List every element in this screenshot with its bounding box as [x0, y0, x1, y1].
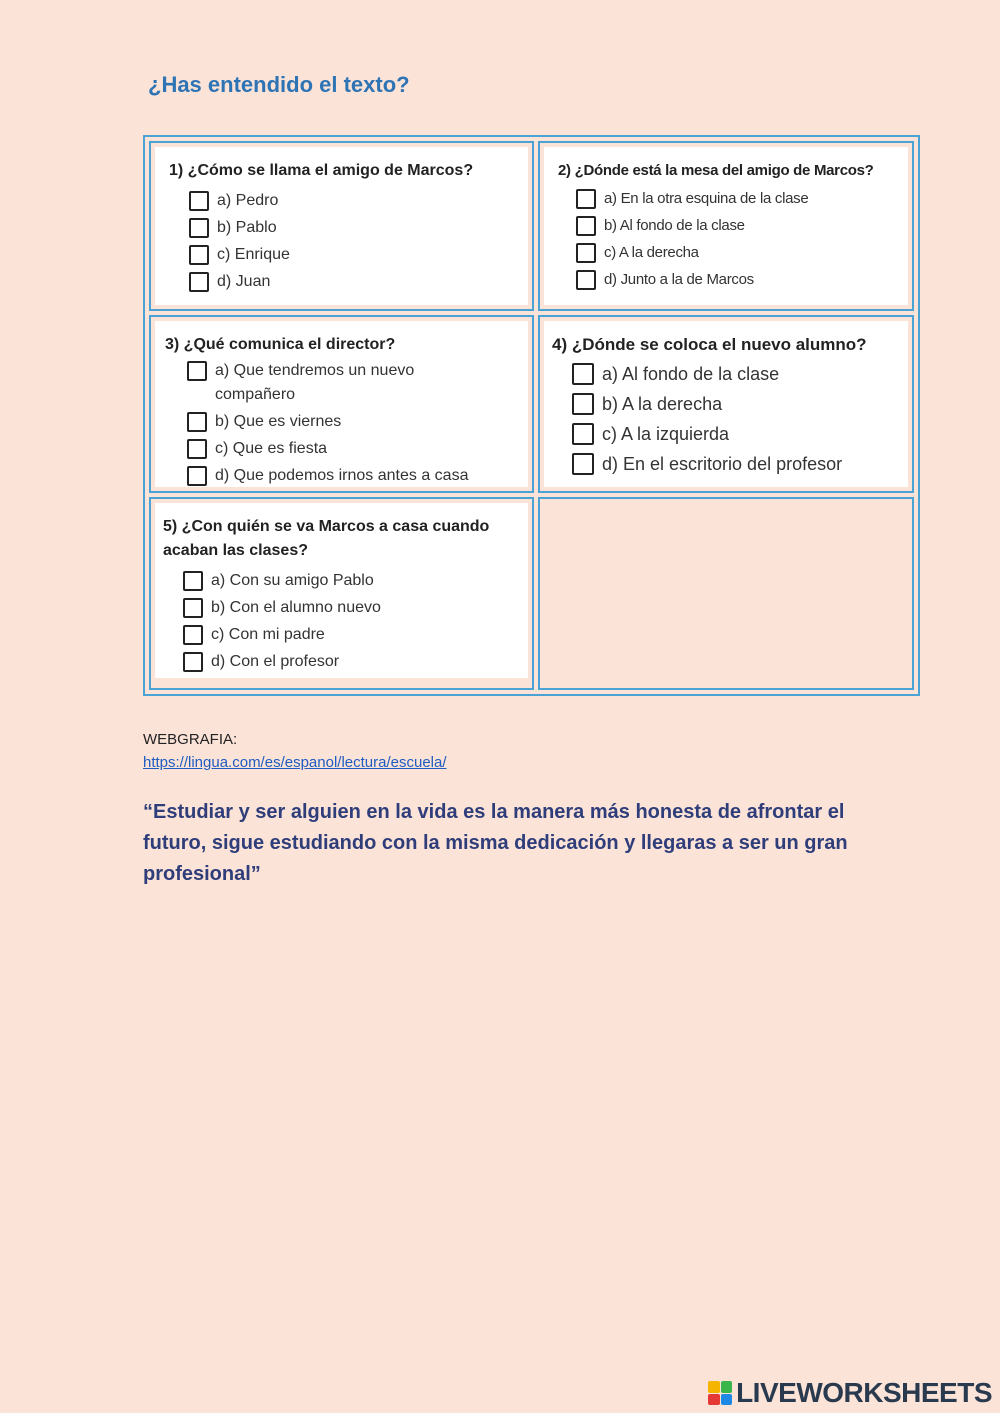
checkbox[interactable]: [576, 270, 596, 290]
brand-name: LIVEWORKSHEETS: [736, 1377, 992, 1408]
question-2-option-a[interactable]: a) En la otra esquina de la clase: [576, 187, 900, 211]
quiz-grid: [143, 135, 920, 696]
logo-square-yellow: [708, 1381, 720, 1393]
question-2-option-b[interactable]: b) Al fondo de la clase: [576, 214, 900, 238]
webgrafia-label: WEBGRAFIA:: [143, 731, 238, 748]
checkbox[interactable]: [572, 363, 594, 385]
question-4-option-b[interactable]: b) A la derecha: [572, 391, 900, 417]
checkbox[interactable]: [187, 361, 207, 381]
question-2-text: 2) ¿Dónde está la mesa del amigo de Marcos?: [558, 162, 874, 179]
liveworksheets-logo-icon: [708, 1381, 732, 1405]
liveworksheets-brand[interactable]: [708, 1377, 992, 1409]
checkbox[interactable]: [576, 189, 596, 209]
question-4-text: 4) ¿Dónde se coloca el nuevo alumno?: [552, 335, 867, 354]
checkbox[interactable]: [576, 243, 596, 263]
checkbox[interactable]: [187, 466, 207, 486]
question-5-option-d[interactable]: d) Con el profesor: [183, 650, 520, 674]
checkbox[interactable]: [183, 571, 203, 591]
checkbox[interactable]: [187, 412, 207, 432]
question-1-option-c[interactable]: c) Enrique: [189, 243, 520, 267]
question-2-option-c[interactable]: c) A la derecha: [576, 241, 900, 265]
question-5-text: 5) ¿Con quién se va Marcos a casa cuando acaban las clases?: [163, 518, 490, 559]
question-card-5: [149, 497, 534, 690]
checkbox[interactable]: [187, 439, 207, 459]
question-5-option-c[interactable]: c) Con mi padre: [183, 623, 520, 647]
question-4-option-d[interactable]: d) En el escritorio del profesor: [572, 451, 900, 477]
motivational-quote: “Estudiar y ser alguien en la vida es la manera más honesta de afrontar el futuro, sigue estudiando con la misma dedicación y llegaras a ser un gran profesional”: [143, 801, 848, 885]
question-card-3: [149, 315, 534, 493]
question-4-option-a[interactable]: a) Al fondo de la clase: [572, 361, 900, 387]
checkbox[interactable]: [189, 272, 209, 292]
question-card-2: [538, 141, 914, 311]
logo-square-red: [708, 1394, 720, 1406]
question-card-4: [538, 315, 914, 493]
question-3-option-b[interactable]: b) Que es viernes: [187, 410, 516, 434]
question-1-text: 1) ¿Cómo se llama el amigo de Marcos?: [169, 162, 474, 179]
question-4-option-c[interactable]: c) A la izquierda: [572, 421, 900, 447]
empty-cell: [538, 497, 914, 690]
checkbox[interactable]: [572, 393, 594, 415]
page-title: ¿Has entendido el texto?: [148, 72, 410, 97]
checkbox[interactable]: [183, 598, 203, 618]
logo-square-blue: [721, 1394, 733, 1406]
webgrafia-link[interactable]: https://lingua.com/es/espanol/lectura/escuela/: [143, 754, 447, 771]
checkbox[interactable]: [576, 216, 596, 236]
checkbox[interactable]: [189, 218, 209, 238]
question-card-1: [149, 141, 534, 311]
checkbox[interactable]: [183, 652, 203, 672]
question-5-option-b[interactable]: b) Con el alumno nuevo: [183, 596, 520, 620]
checkbox[interactable]: [183, 625, 203, 645]
question-2-option-d[interactable]: d) Junto a la de Marcos: [576, 268, 900, 292]
checkbox[interactable]: [189, 245, 209, 265]
question-3-text: 3) ¿Qué comunica el director?: [165, 336, 396, 353]
question-1-option-d[interactable]: d) Juan: [189, 270, 520, 294]
logo-square-green: [721, 1381, 733, 1393]
question-3-option-c[interactable]: c) Que es fiesta: [187, 437, 516, 461]
question-1-option-b[interactable]: b) Pablo: [189, 216, 520, 240]
checkbox[interactable]: [572, 453, 594, 475]
question-3-option-d[interactable]: d) Que podemos irnos antes a casa: [187, 464, 516, 488]
question-3-option-a[interactable]: a) Que tendremos un nuevo compañero: [187, 359, 516, 407]
question-1-option-a[interactable]: a) Pedro: [189, 189, 520, 213]
checkbox[interactable]: [572, 423, 594, 445]
question-5-option-a[interactable]: a) Con su amigo Pablo: [183, 569, 520, 593]
checkbox[interactable]: [189, 191, 209, 211]
